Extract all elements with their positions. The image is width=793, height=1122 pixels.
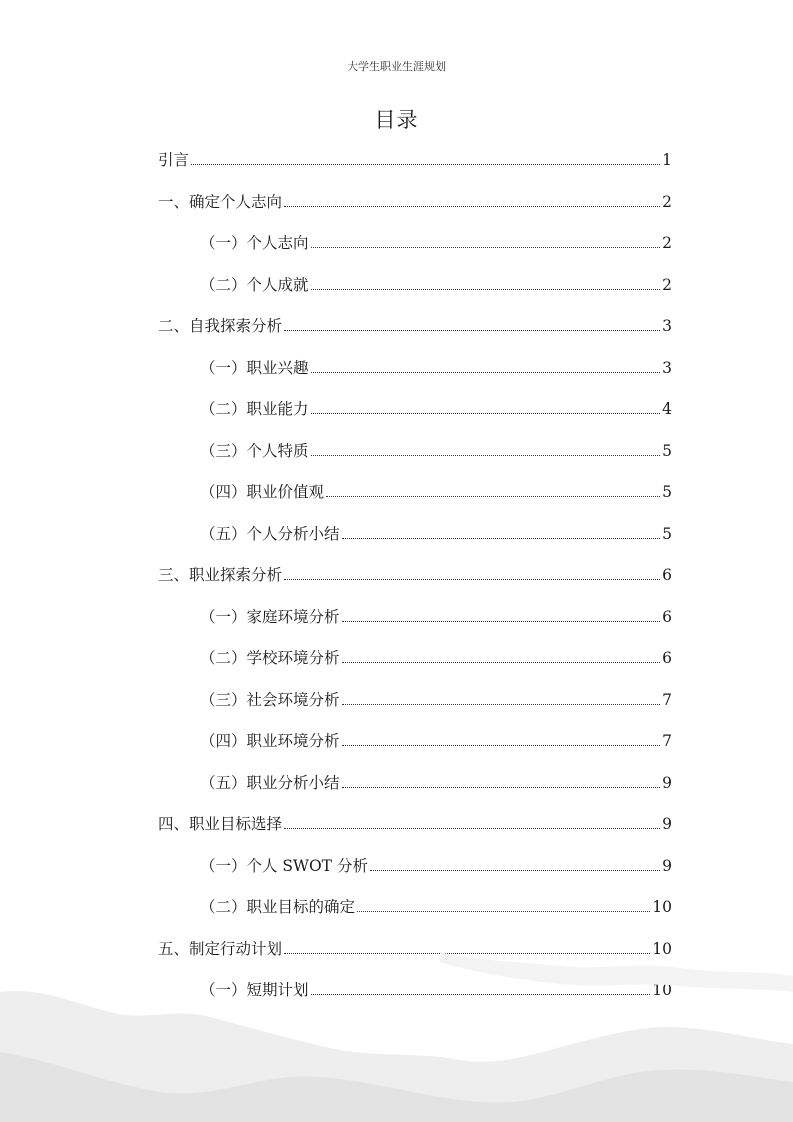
toc-entry-label: （四）职业价值观 (200, 483, 325, 501)
toc-entry-page-number: 2 (662, 275, 672, 294)
toc-dot-leader (191, 146, 660, 165)
toc-entry-label: （二）职业目标的确定 (200, 898, 356, 916)
toc-entry[interactable] (158, 769, 672, 811)
table-of-contents (158, 146, 672, 1018)
toc-entry-page-number: 3 (662, 358, 672, 377)
toc-entry-label: （五）个人分析小结 (200, 524, 340, 543)
toc-dot-leader (370, 852, 660, 871)
toc-dot-leader (284, 810, 660, 829)
toc-entry-label: （一）家庭环境分析 (200, 607, 340, 626)
toc-dot-leader (342, 686, 661, 705)
toc-dot-leader (342, 769, 661, 788)
toc-entry-label: （一）短期计划 (200, 981, 309, 999)
toc-dot-leader (284, 188, 660, 207)
toc-dot-leader (342, 520, 661, 539)
toc-entry-page-number: 5 (662, 524, 672, 543)
toc-entry-page-number: 9 (662, 773, 672, 792)
toc-entry[interactable] (158, 686, 672, 728)
toc-entry-label: （三）个人特质 (200, 441, 309, 460)
toc-entry-label: 引言 (158, 151, 190, 169)
toc-entry-label: （一）个人 SWOT 分析 (200, 856, 368, 875)
toc-entry-page-number: 2 (662, 234, 672, 252)
toc-dot-leader (311, 437, 661, 456)
toc-dot-leader (311, 395, 661, 414)
toc-entry[interactable] (158, 520, 672, 562)
toc-entry-page-number: 1 (662, 151, 672, 169)
toc-entry-label: （二）个人成就 (200, 275, 309, 294)
toc-entry-page-number: 10 (652, 898, 672, 916)
toc-dot-leader (284, 312, 660, 331)
toc-entry-label: 一、确定个人志向 (158, 192, 283, 211)
toc-entry-label: （二）学校环境分析 (200, 649, 340, 667)
toc-entry[interactable] (158, 229, 672, 271)
toc-entry[interactable] (158, 727, 672, 769)
toc-title: 目录 (374, 108, 419, 132)
toc-entry[interactable] (158, 437, 672, 479)
toc-entry[interactable] (158, 312, 672, 354)
toc-entry[interactable] (158, 852, 672, 894)
toc-dot-leader (342, 644, 661, 663)
toc-entry-label: （五）职业分析小结 (200, 773, 340, 792)
toc-entry[interactable] (158, 478, 672, 520)
toc-entry-page-number: 3 (662, 317, 672, 335)
toc-entry-label: 三、职业探索分析 (158, 566, 283, 584)
toc-entry-label: 五、制定行动计划 (158, 939, 283, 958)
toc-dot-leader (311, 271, 661, 290)
toc-entry[interactable] (158, 271, 672, 313)
toc-dot-leader (326, 478, 660, 497)
toc-entry-page-number: 9 (662, 815, 672, 833)
toc-entry[interactable] (158, 188, 672, 230)
toc-dot-leader (311, 229, 661, 248)
toc-entry-label: （二）职业能力 (200, 400, 309, 418)
toc-dot-leader (311, 354, 661, 373)
mountain-ridge-highlight (440, 952, 793, 992)
toc-entry-page-number: 9 (662, 856, 672, 875)
toc-entry-label: （三）社会环境分析 (200, 690, 340, 709)
toc-entry-label: （一）职业兴趣 (200, 358, 309, 377)
running-header: 大学生职业生涯规划 (347, 60, 446, 73)
toc-entry-label: （四）职业环境分析 (200, 732, 340, 750)
toc-dot-leader (357, 893, 650, 912)
toc-entry-page-number: 7 (662, 690, 672, 709)
toc-entry-label: 四、职业目标选择 (158, 815, 283, 833)
toc-entry-page-number: 6 (662, 649, 672, 667)
toc-entry-page-number: 10 (652, 981, 672, 999)
toc-entry-page-number: 4 (662, 400, 672, 418)
toc-entry[interactable] (158, 810, 672, 852)
toc-entry-page-number: 5 (662, 483, 672, 501)
mountain-background-decoration (0, 932, 793, 1122)
toc-dot-leader (342, 603, 661, 622)
toc-entry[interactable] (158, 354, 672, 396)
toc-entry-page-number: 10 (652, 939, 672, 958)
toc-dot-leader (342, 727, 661, 746)
toc-entry-page-number: 5 (662, 441, 672, 460)
toc-entry[interactable] (158, 644, 672, 686)
toc-entry-page-number: 6 (662, 607, 672, 626)
toc-entry[interactable] (158, 146, 672, 188)
toc-entry-page-number: 6 (662, 566, 672, 584)
toc-entry-label: （一）个人志向 (200, 234, 309, 252)
toc-entry[interactable] (158, 893, 672, 935)
toc-entry[interactable] (158, 395, 672, 437)
toc-entry-label: 二、自我探索分析 (158, 317, 283, 335)
toc-entry[interactable] (158, 561, 672, 603)
toc-entry[interactable] (158, 603, 672, 645)
toc-dot-leader (284, 561, 660, 580)
toc-entry-page-number: 7 (662, 732, 672, 750)
toc-entry-page-number: 2 (662, 192, 672, 211)
